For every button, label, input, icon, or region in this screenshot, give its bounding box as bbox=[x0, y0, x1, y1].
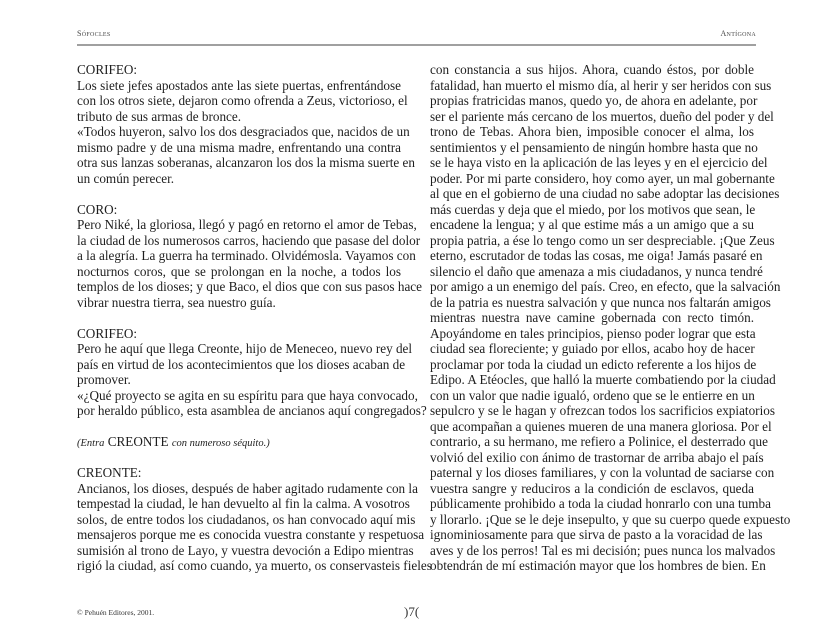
text-line: solos, de entre todos los ciudadanos, os han convocado aquí mis bbox=[77, 511, 416, 527]
text-line: más cuerdas y deja que el miedo, por los motivos que sean, le bbox=[430, 201, 756, 217]
text-line: Pero he aquí que llega Creonte, hijo de Meneceo, nuevo rey del bbox=[77, 341, 413, 356]
text-line: tributo de sus armas de bronce. bbox=[77, 108, 242, 124]
text-line: al que en el gobierno de una ciudad no sabe adoptar las decisiones bbox=[430, 186, 780, 201]
running-head-title: Antígona bbox=[720, 29, 756, 38]
left-column bbox=[77, 62, 432, 574]
text-line: encadene la lengua; y al que estime más a un amigo que a su bbox=[430, 217, 754, 232]
text-line: «¿Qué proyecto se agita en su espíritu para que haya convocado, bbox=[77, 387, 418, 403]
text-line: fatalidad, han muerto el mismo día, al herir y ser heridos con sus bbox=[430, 77, 772, 93]
text-line: mensajeros porque me es conocida vuestra constante y respetuosa bbox=[77, 527, 425, 542]
text-line: ciudad sea floreciente; y guiado por ellos, acabo hoy de hacer bbox=[430, 341, 755, 356]
text-line: contrario, a su hermano, me refiero a Polinice, el desterrado que bbox=[430, 434, 768, 449]
text-line: ignominiosamente para que sirva de pasto a la voracidad de las bbox=[430, 527, 763, 542]
stage-direction-close: con numeroso séquito.) bbox=[171, 438, 270, 449]
blank-line bbox=[77, 310, 401, 326]
header-rule bbox=[77, 44, 756, 46]
text-line: paternal y los dioses familiares, y con la voluntad de saciarse con bbox=[430, 465, 775, 480]
text-line: «Todos huyeron, salvo los dos desgraciados que, nacidos de un bbox=[77, 124, 410, 139]
blank-line bbox=[77, 419, 401, 435]
text-line: vuestra sangre y reduciros a la condición de esclavos, queda bbox=[430, 480, 754, 496]
copyright-note: © Pehuén Editores, 2001. bbox=[77, 608, 155, 617]
stage-direction-character: CREONTE bbox=[107, 434, 169, 449]
text-line: con constancia a sus hijos. Ahora, cuando éstos, por doble bbox=[430, 62, 754, 77]
text-line: obtendrán de mí estimación mayor que los hombres de bien. En bbox=[430, 558, 766, 573]
text-line: que acompañan a quienes mueren de una manera gloriosa. Por el bbox=[430, 418, 772, 434]
speaker-name: CORIFEO: bbox=[77, 325, 138, 341]
text-line: a la alegría. La guerra ha terminado. Olvidémosla. Vayamos con bbox=[77, 248, 416, 263]
text-line: aves y de los perros! Tal es mi decisión; pues nunca los malvados bbox=[430, 542, 776, 558]
text-line: otra sus lanzas soberanas, alcanzaron los dos la misma suerte en bbox=[77, 155, 416, 170]
text-line: con un valor que nadie igualó, ordeno que se le entierre en un bbox=[430, 387, 755, 403]
text-line: trono de Tebas. Ahora bien, imposible conocer el alma, los bbox=[430, 124, 754, 139]
right-column bbox=[430, 62, 791, 574]
text-line: proclamar por toda la ciudad un edicto referente a los hijos de bbox=[430, 356, 757, 372]
text-line: rigió la ciudad, así como cuando, ya muerto, os conservasteis fieles bbox=[77, 558, 432, 573]
speaker-name: CORO: bbox=[77, 201, 118, 217]
text-line: promover. bbox=[77, 372, 131, 387]
stage-direction bbox=[77, 434, 401, 450]
running-head-author: Sófocles bbox=[77, 29, 111, 38]
text-line: Los siete jefes apostados ante las siete puertas, enfrentándose bbox=[77, 77, 401, 93]
text-line: por amigo a un enemigo del país. Creo, en efecto, que la salvación bbox=[430, 279, 781, 294]
text-line: volvió del exilio con ánimo de trastornar de arriba abajo el país bbox=[430, 449, 764, 465]
text-line: públicamente prohibido a toda la ciudad honrarlo con una tumba bbox=[430, 496, 771, 511]
text-line: propia patria, a ése lo tengo como un ser despreciable. ¡Que Zeus bbox=[430, 232, 775, 248]
text-line: Ancianos, los dioses, después de haber agitado rudamente con la bbox=[77, 480, 418, 496]
text-line: un común perecer. bbox=[77, 170, 175, 186]
text-line: por heraldo público, esta asamblea de ancianos aquí congregados? bbox=[77, 403, 427, 418]
text-line: de la patria es nuestra salvación y que nunca nos faltarán amigos bbox=[430, 294, 771, 310]
text-line: mientras nuestra nave camine gobernada con recto timón. bbox=[430, 310, 754, 325]
text-line: nocturnos coros, que se prolongan en la noche, a todos los bbox=[77, 263, 401, 279]
text-line: sentimientos y el pensamiento de ningún hombre hasta que no bbox=[430, 139, 758, 155]
stage-direction-open: (Entra bbox=[77, 438, 105, 449]
text-line: sumisión al trono de Layo, y vuestra devoción a Edipo mientras bbox=[77, 542, 414, 558]
text-line: mismo padre y de una misma madre, enfrentando una contra bbox=[77, 139, 401, 155]
speaker-name: CREONTE: bbox=[77, 465, 142, 480]
text-line: ser el pariente más cercano de los muertos, dueño del poder y del bbox=[430, 108, 774, 124]
text-line: vibrar nuestra tierra, sea nuestro guía. bbox=[77, 294, 276, 310]
text-line: se le haya visto en la aplicación de las leyes y en el ejercicio del bbox=[430, 155, 768, 170]
text-line: la ciudad de los numerosos carros, haciendo que pasase del dolor bbox=[77, 232, 421, 248]
blank-line bbox=[77, 450, 401, 466]
text-line: Apoyándome en tales principios, pienso poder lograr que esta bbox=[430, 325, 756, 341]
text-line: propias fratricidas manos, quedo yo, de ahora en adelante, por bbox=[430, 93, 758, 108]
blank-line bbox=[77, 186, 401, 202]
text-line: con los otros siete, dejaron como ofrenda a Zeus, victorioso, el bbox=[77, 93, 408, 108]
text-line: sepulcro y se le hagan y ofrezcan todos los sacrificios expiatorios bbox=[430, 403, 775, 418]
text-line: y llorarlo. ¡Que se le deje insepulto, y que su cuerpo quede expuesto bbox=[430, 511, 791, 527]
speaker-name: CORIFEO: bbox=[77, 62, 138, 77]
text-line: tempestad la ciudad, le han devuelto al fin la calma. A vosotros bbox=[77, 496, 410, 511]
text-line: eterno, escrutador de todas las cosas, me oiga! Jamás pasaré en bbox=[430, 248, 763, 263]
text-line: silencio el daño que amenaza a mis ciudadanos, y nunca tendré bbox=[430, 263, 763, 279]
page-number: )7( bbox=[404, 604, 420, 619]
text-line: país en virtud de los acontecimientos que los dioses acaban de bbox=[77, 356, 406, 372]
text-line: poder. Por mi parte considero, hoy como ayer, un mal gobernante bbox=[430, 170, 775, 186]
text-line: Edipo. A Etéocles, que halló la muerte combatiendo por la ciudad bbox=[430, 372, 776, 387]
text-line: Pero Niké, la gloriosa, llegó y pagó en retorno el amor de Tebas, bbox=[77, 217, 417, 232]
text-line: templos de los dioses; y que Baco, el dios que con sus pasos hace bbox=[77, 279, 423, 294]
